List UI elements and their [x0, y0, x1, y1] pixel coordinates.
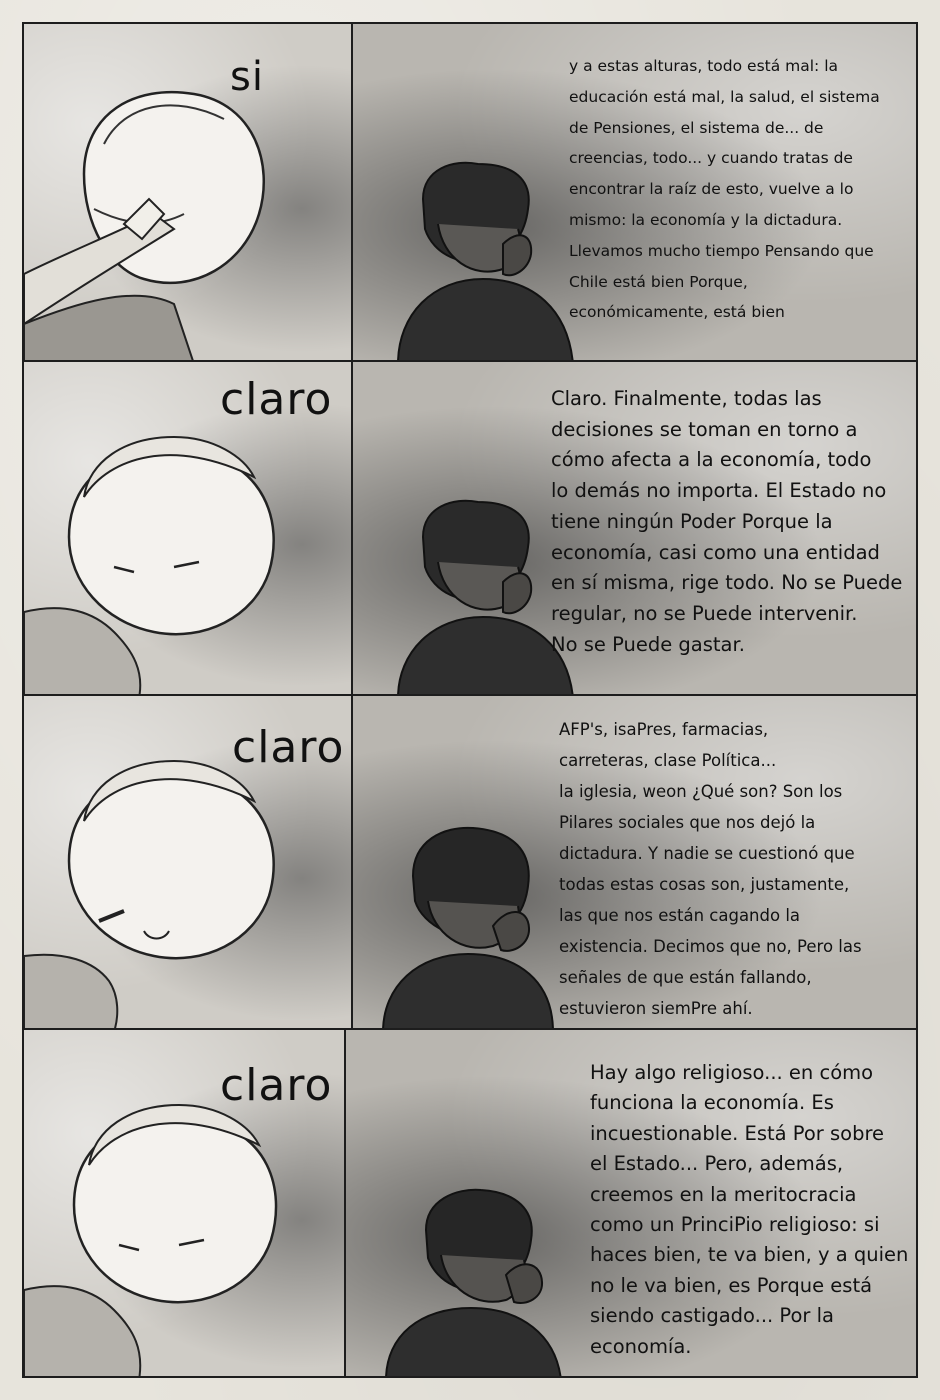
panel-2-left — [22, 360, 353, 696]
panel-1-dialogue: y a estas alturas, todo está mal: la educación está mal, la salud, el sistema de Pensiones, el sistema de... de creencias, todo... y cuando tratas de encontrar la raíz de esto, vuelve a lo mismo: la economía y la dictadura. Llevamos mucho tiempo Pensando que Chile está bien Porque, económicamente, está bien — [569, 57, 880, 322]
panel-1-left — [22, 22, 353, 362]
panel-1-right — [351, 22, 918, 362]
panel-2-word: claro — [220, 374, 333, 425]
panel-3-word: claro — [232, 722, 345, 773]
panel-4-left — [22, 1028, 353, 1378]
panel-3-left — [22, 694, 353, 1030]
panel-2-dialogue: Claro. Finalmente, todas las decisiones se toman en torno a cómo afecta a la economía, todo lo demás no importa. El Estado no tiene ningún Poder Porque la economía, casi como una entidad en sí misma, rige todo. No se Puede regular, no se Puede intervenir. No se Puede gastar. — [551, 387, 903, 656]
panel-4-word: claro — [220, 1060, 333, 1111]
panel-3-right — [351, 694, 918, 1030]
panel-3-dialogue: AFP's, isaPres, farmacias, carreteras, clase Política... la iglesia, weon ¿Qué son? Son los Pilares sociales que nos dejó la dictadura. Y nadie se cuestionó que todas estas cosas son, justamente, las que nos están cagando la existencia. Decimos que no, Pero las señales de que están fallando, estuvieron siemPre ahí. — [559, 720, 862, 1018]
listener-face-drawing-1 — [24, 24, 353, 362]
panel-2-right — [351, 360, 918, 696]
panel-4-right — [344, 1028, 918, 1378]
panel-4-dialogue: Hay algo religioso... en cómo funciona la economía. Es incuestionable. Está Por sobre el Estado... Pero, además, creemos en la meritocracia como un PrinciPio religioso: si haces bien, te va bien, y a quien no le va bien, es Porque está siendo castigado... Por la economía. — [590, 1061, 909, 1358]
panel-1-word: si — [230, 54, 264, 100]
